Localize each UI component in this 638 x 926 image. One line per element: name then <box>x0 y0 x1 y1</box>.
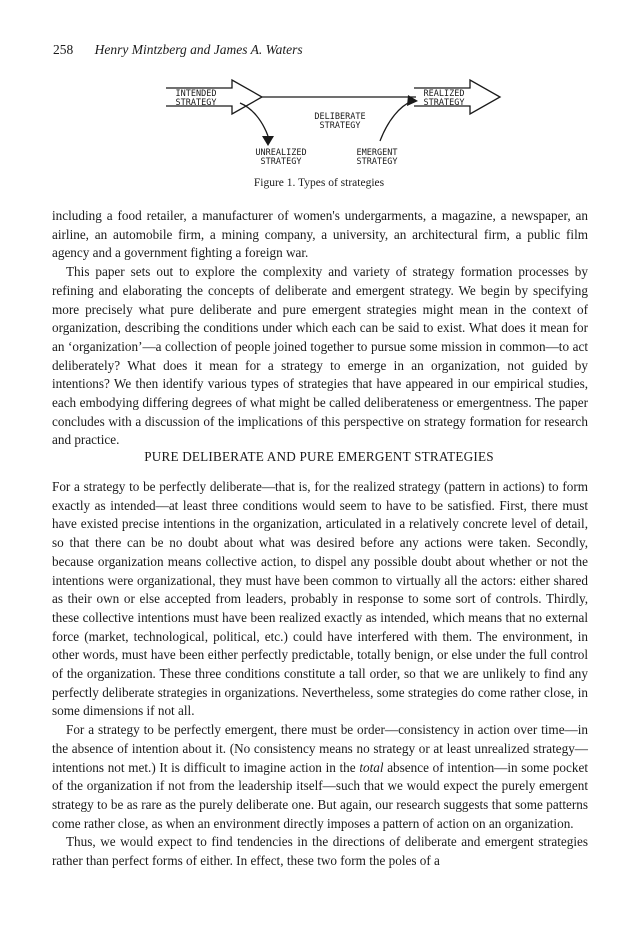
intended-label-1: INTENDED <box>175 89 217 99</box>
emergent-label-2: STRATEGY <box>356 157 398 167</box>
intro-text <box>52 207 588 450</box>
emergent-curve <box>380 101 412 141</box>
figure-caption: Figure 1. Types of strategies <box>253 177 385 189</box>
emergent-label-1: EMERGENT <box>356 148 398 158</box>
unrealized-curve <box>240 103 268 136</box>
unrealized-arrowhead <box>262 136 274 146</box>
paragraph: including a food retailer, a manufacturer of women's undergarments, a magazine, a newspaper, an airline, an automobile firm, a mining company, a university, an architectural firm, a public film agency and a government fighting a foreign war. <box>52 208 588 261</box>
paragraph: For a strategy to be perfectly deliberate—that is, for the realized strategy (pattern in actions) to form exactly as intended—at least three conditions would seem to have to be satisfied. First, there must have existed precise intentions in the organization, articulated in a relatively concrete level of detail, so that there can be no doubt about what was desired before any actions were taken. Secondly, because organization means collective action, to dispel any possible doubt about whether or not the intentions were organizational, they must have been common to virtually all the actors: either shared as their own or else accepted from leaders, probably in response to some sort of controls. Thirdly, these collective intentions must have been realized exactly as intended, which means that no external force (market, technological, political, etc.) could have interfered with them. The environment, in other words, must have been either perfectly predictable, totally benign, or else under the full control of the organization. These three conditions constitute a tall order, so that we are unlikely to find any perfectly deliberate strategies in organizations. Nevertheless, some strategies do come rather close, in some dimensions if not all. <box>52 479 588 719</box>
paragraph: Thus, we would expect to find tendencies in the directions of deliberate and emergent strategies rather than perfect forms of either. In effect, these two form the poles of a <box>52 834 588 869</box>
paragraph <box>52 721 588 833</box>
section-text <box>52 478 588 871</box>
emphasis-text: total <box>359 759 384 775</box>
unrealized-label-1: UNREALIZED <box>255 148 307 158</box>
section-heading: PURE DELIBERATE AND PURE EMERGENT STRATEGIES <box>144 449 494 464</box>
paragraph: This paper sets out to explore the complexity and variety of strategy formation processes by refining and elaborating the concepts of deliberate and emergent strategy. We begin by specifying more precisely what pure deliberate and pure emergent strategies might mean in the context of organization, describing the conditions under which each can be said to exist. What does it mean for an ‘organization’—a collection of people joined together to pursue some mission in common—to act deliberately? What does it mean for a strategy to emerge in an organization, not guided by intentions? We then identify various types of strategies that have appeared in our empirical studies, each embodying differing degrees of what might be called deliberateness or emergentness. The paper concludes with a discussion of the implications of this perspective on strategy formation for research and practice. <box>52 264 588 448</box>
realized-label-1: REALIZED <box>423 89 465 99</box>
unrealized-label-2: STRATEGY <box>260 157 302 167</box>
paragraph-text: absence of intention—in some pocket of the organization if not from the leadership itself—such that we would expect the purely emergent strategy to be as rare as the purely deliberate one. But again, our research suggests that some patterns come rather close, as when an environment directly imposes a pattern of action on an organization. <box>52 759 588 831</box>
realized-label-2: STRATEGY <box>423 98 465 108</box>
page-number: 258 <box>53 42 74 57</box>
running-authors: Henry Mintzberg and James A. Waters <box>94 42 303 57</box>
deliberate-label-1: DELIBERATE <box>314 112 366 122</box>
strategy-types-figure <box>0 0 638 200</box>
paragraph-text: For a strategy to be perfectly emergent, there must be order—consistency in action over time—in the absence of intention about it. (No consistency means no strategy or at least unrealized strategy—intentions not met.) It is difficult to imagine action in the <box>52 722 588 775</box>
intended-label-2: STRATEGY <box>175 98 217 108</box>
deliberate-label-2: STRATEGY <box>319 121 361 131</box>
